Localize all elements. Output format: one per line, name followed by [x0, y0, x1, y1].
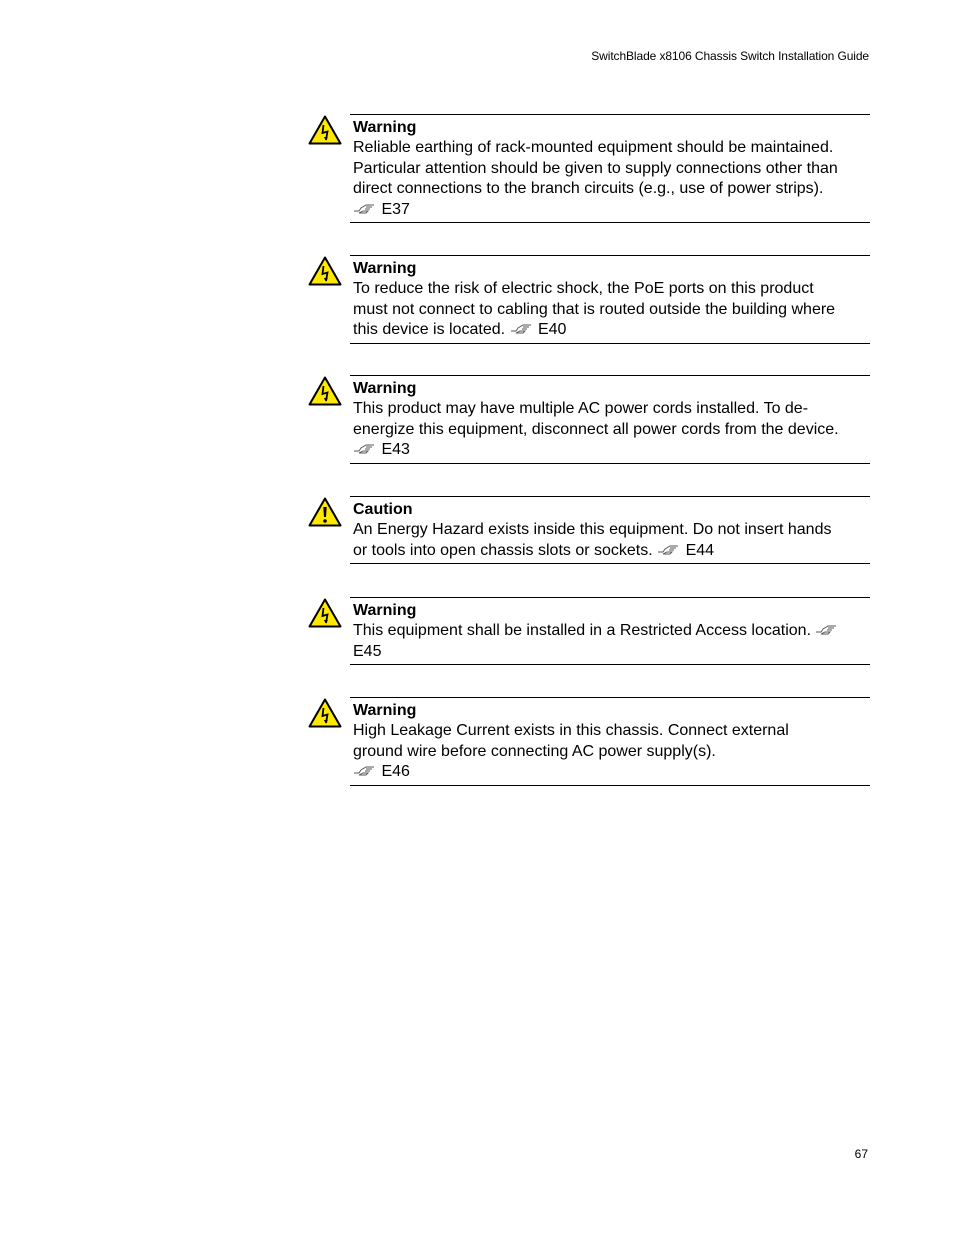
- caution-exclamation-icon: [308, 497, 342, 527]
- notice-code-line: [353, 200, 870, 221]
- notice-title: Warning: [353, 380, 417, 397]
- notice-code: E45: [353, 642, 382, 660]
- notice-code: E40: [537, 321, 567, 338]
- notice-line: must not connect to cabling that is routed outside the building where: [353, 300, 836, 318]
- electrical-hazard-icon: [308, 376, 342, 406]
- pointing-hand-icon: [353, 762, 376, 774]
- notice-code-line: [353, 440, 870, 461]
- notice-body: [353, 279, 870, 341]
- notice-title: Caution: [353, 501, 413, 518]
- pointing-hand-icon: [353, 440, 376, 452]
- page-number: 67: [854, 1147, 868, 1161]
- warning-notice: [350, 255, 870, 344]
- notice-code: E46: [381, 763, 410, 780]
- notice-code-prefix: this device is located.: [353, 321, 506, 338]
- notice-line: energize this equipment, disconnect all power cords from the device.: [353, 420, 839, 438]
- notice-line: ground wire before connecting AC power supply(s).: [353, 742, 716, 760]
- notice-body: [353, 721, 870, 783]
- notice-code: E43: [381, 441, 410, 458]
- notice-code-line: [353, 320, 870, 341]
- notice-line: Particular attention should be given to supply connections other than: [353, 159, 838, 177]
- notice-body: [353, 138, 870, 220]
- pointing-hand-icon: [510, 320, 533, 332]
- warning-notice: [350, 597, 870, 665]
- running-header: SwitchBlade x8106 Chassis Switch Installation Guide: [591, 49, 869, 63]
- notice-code-prefix: or tools into open chassis slots or sockets.: [353, 541, 653, 559]
- notice-code-line: [353, 541, 870, 562]
- notice-line: direct connections to the branch circuits (e.g., use of power strips).: [353, 180, 824, 197]
- notice-code: E44: [685, 541, 715, 559]
- electrical-hazard-icon: [308, 598, 342, 628]
- notice-title: Warning: [353, 119, 417, 136]
- electrical-hazard-icon: [308, 256, 342, 286]
- electrical-hazard-icon: [308, 698, 342, 728]
- electrical-hazard-icon: [308, 115, 342, 145]
- notice-body: [353, 520, 870, 561]
- warning-notice: [350, 114, 870, 223]
- notice-code-line: [353, 621, 870, 662]
- notice-title: Warning: [353, 260, 417, 277]
- notice-code: E37: [381, 200, 410, 218]
- notice-title: Warning: [353, 702, 417, 719]
- notice-code-line: [353, 762, 870, 783]
- notice-line: Reliable earthing of rack-mounted equipment should be maintained.: [353, 139, 834, 156]
- notice-line: An Energy Hazard exists inside this equipment. Do not insert hands: [353, 521, 832, 538]
- notice-line: To reduce the risk of electric shock, the PoE ports on this product: [353, 280, 814, 297]
- notice-title: Warning: [353, 602, 417, 619]
- caution-notice: [350, 496, 870, 564]
- notice-code-prefix: This equipment shall be installed in a Restricted Access location.: [353, 622, 812, 639]
- notice-body: [353, 621, 870, 662]
- notice-body: [353, 399, 870, 461]
- warning-notice: [350, 697, 870, 786]
- notice-line: High Leakage Current exists in this chassis. Connect external: [353, 722, 789, 739]
- warning-notice: [350, 375, 870, 464]
- pointing-hand-icon: [353, 200, 376, 212]
- pointing-hand-icon: [657, 541, 680, 553]
- pointing-hand-icon: [815, 621, 838, 633]
- notice-line: This product may have multiple AC power cords installed. To de-: [353, 400, 809, 417]
